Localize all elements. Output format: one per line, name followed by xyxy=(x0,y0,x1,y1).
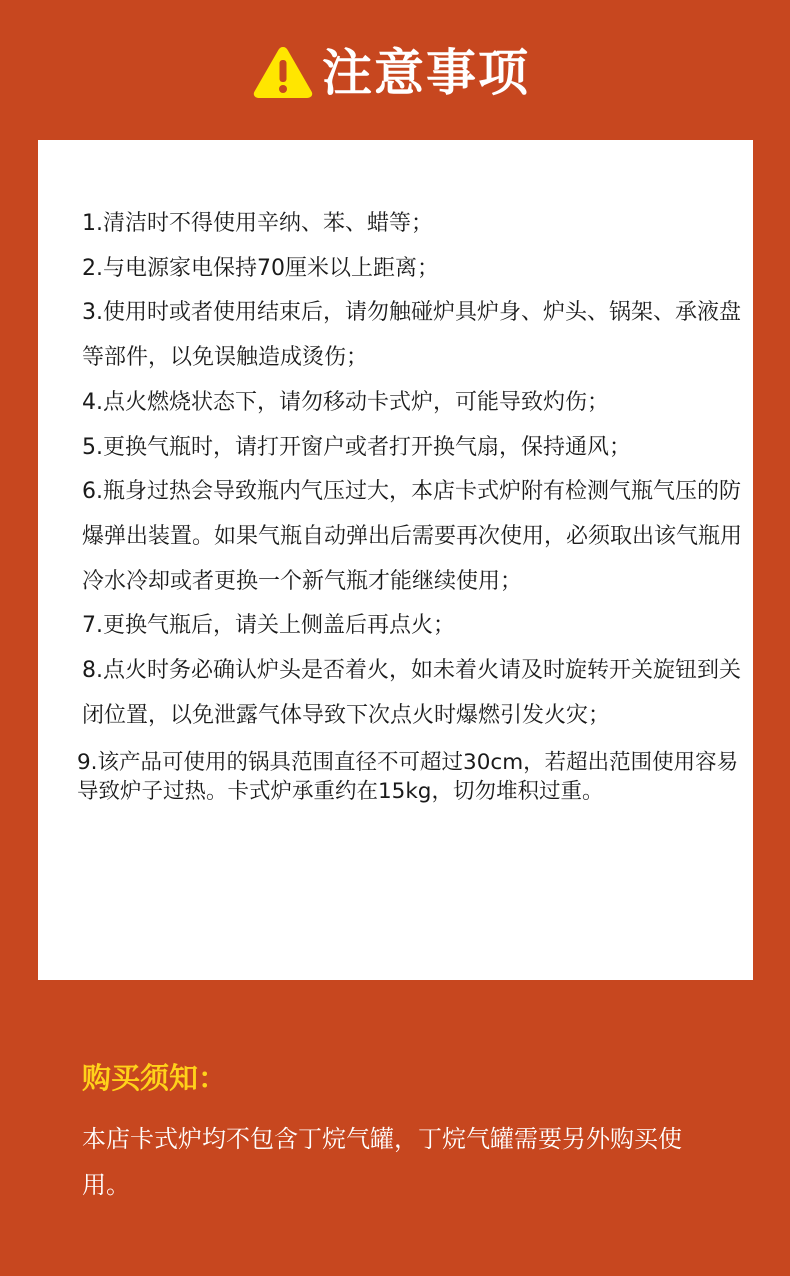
notice-item: 2.与电源家电保持70厘米以上距离； xyxy=(82,255,439,281)
notice-item: 8.点火时务必确认炉头是否着火，如未着火请及时旋转开关旋钮到关闭位置，以免泄露气体导致下次点火时爆燃引发火灾； xyxy=(82,658,741,728)
notice-list xyxy=(77,202,743,806)
notice-card xyxy=(38,140,753,980)
notice-item: 7.更换气瓶后，请关上侧盖后再点火； xyxy=(82,613,455,639)
purchase-text: 本店卡式炉均不包含丁烷气罐，丁烷气罐需要另外购买使用。 xyxy=(82,1125,682,1199)
page-title: 注意事项 xyxy=(322,44,530,102)
notice-item: 5.更换气瓶时，请打开窗户或者打开换气扇，保持通风； xyxy=(82,434,631,460)
notice-item: 3.使用时或者使用结束后，请勿触碰炉具炉身、炉头、锅架、承液盘等部件，以免误触造成烫伤； xyxy=(82,300,741,371)
notice-item: 1.清洁时不得使用辛纳、苯、蜡等； xyxy=(82,211,433,236)
notice-item: 9.该产品可使用的锅具范围直径不可超过30cm，若超出范围使用容易导致炉子过热。卡式炉承重约在15kg，切勿堆积过重。 xyxy=(77,750,739,805)
purchase-heading: 购买须知： xyxy=(82,1061,228,1095)
notice-item: 6.瓶身过热会导致瓶内气压过大，本店卡式炉附有检测气瓶气压的防爆弹出装置。如果气瓶自动弹出后需要再次使用，必须取出该气瓶用冷水冷却或者更换一个新气瓶才能继续使用； xyxy=(82,479,743,594)
warning-triangle-icon xyxy=(252,44,314,100)
header xyxy=(0,0,790,140)
notice-item: 4.点火燃烧状态下，请勿移动卡式炉，可能导致灼伤； xyxy=(82,389,609,415)
